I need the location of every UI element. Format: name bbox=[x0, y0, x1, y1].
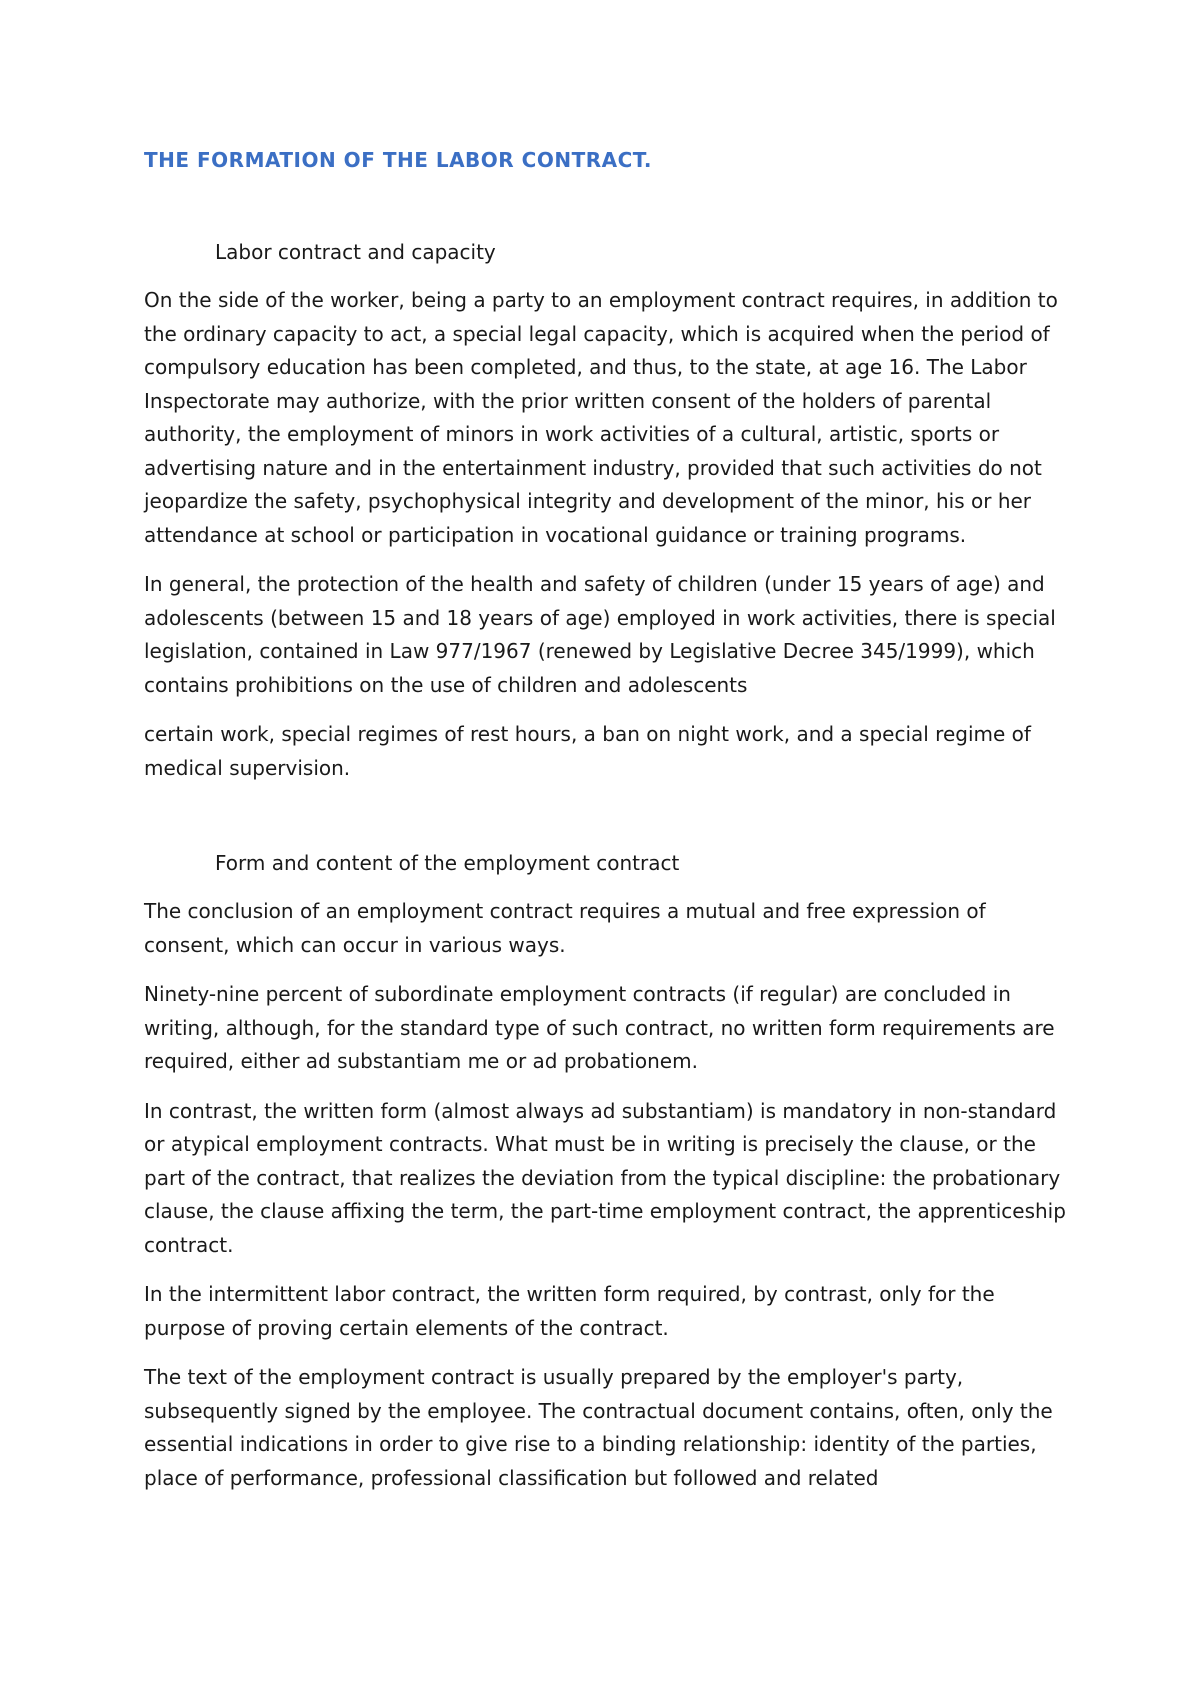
paragraph: In contrast, the written form (almost always ad substantiam) is mandatory in non-standard or atypical employment contracts. What must be in writing is precisely the clause, or the part of the contract, that realizes the deviation from the typical discipline: the probationary clause, the clause affixing the term, the part-time employment contract, the apprenticeship contract. bbox=[144, 1098, 1066, 1257]
paragraph: Ninety-nine percent of subordinate employment contracts (if regular) are concluded in writing, although, for the standard type of such contract, no written form requirements are required, either ad substantiam me or ad probationem. bbox=[144, 982, 1055, 1073]
paragraph: certain work, special regimes of rest hours, a ban on night work, and a special regime of medical supervision. bbox=[144, 722, 1031, 780]
paragraph: In general, the protection of the health and safety of children (under 15 years of age) and adolescents (between 15 and 18 years of age) employed in work activities, there is special legislation, contained in Law 977/1967 (renewed by Legislative Decree 345/1999), which contains prohibitions on the use of children and adolescents bbox=[144, 572, 1056, 697]
paragraph: The conclusion of an employment contract requires a mutual and free expression of consent, which can occur in various ways. bbox=[144, 899, 986, 957]
paragraph: In the intermittent labor contract, the written form required, by contrast, only for the purpose of proving certain elements of the contract. bbox=[144, 1282, 995, 1340]
section-form-content bbox=[144, 849, 1074, 1495]
paragraph: The text of the employment contract is usually prepared by the employer's party, subsequently signed by the employee. The contractual document contains, often, only the essential indications in order to give rise to a binding relationship: identity of the parties, place of performance, professional classification but followed and related bbox=[144, 1365, 1053, 1490]
section-heading: Form and content of the employment contract bbox=[215, 851, 680, 875]
section-labor-contract-capacity bbox=[144, 238, 1074, 785]
section-heading: Labor contract and capacity bbox=[215, 240, 496, 264]
document-title: THE FORMATION OF THE LABOR CONTRACT. bbox=[144, 148, 652, 172]
section-spacer bbox=[144, 801, 1074, 849]
paragraph: On the side of the worker, being a party to an employment contract requires, in addition to the ordinary capacity to act, a special legal capacity, which is acquired when the period of compulsory education has been completed, and thus, to the state, at age 16. The Labor Inspectorate may authorize, with the prior written consent of the holders of parental authority, the employment of minors in work activities of a cultural, artistic, sports or advertising nature and in the entertainment industry, provided that such activities do not jeopardize the safety, psychophysical integrity and development of the minor, his or her attendance at school or participation in vocational guidance or training programs. bbox=[144, 288, 1058, 547]
document-body bbox=[144, 146, 1074, 1511]
